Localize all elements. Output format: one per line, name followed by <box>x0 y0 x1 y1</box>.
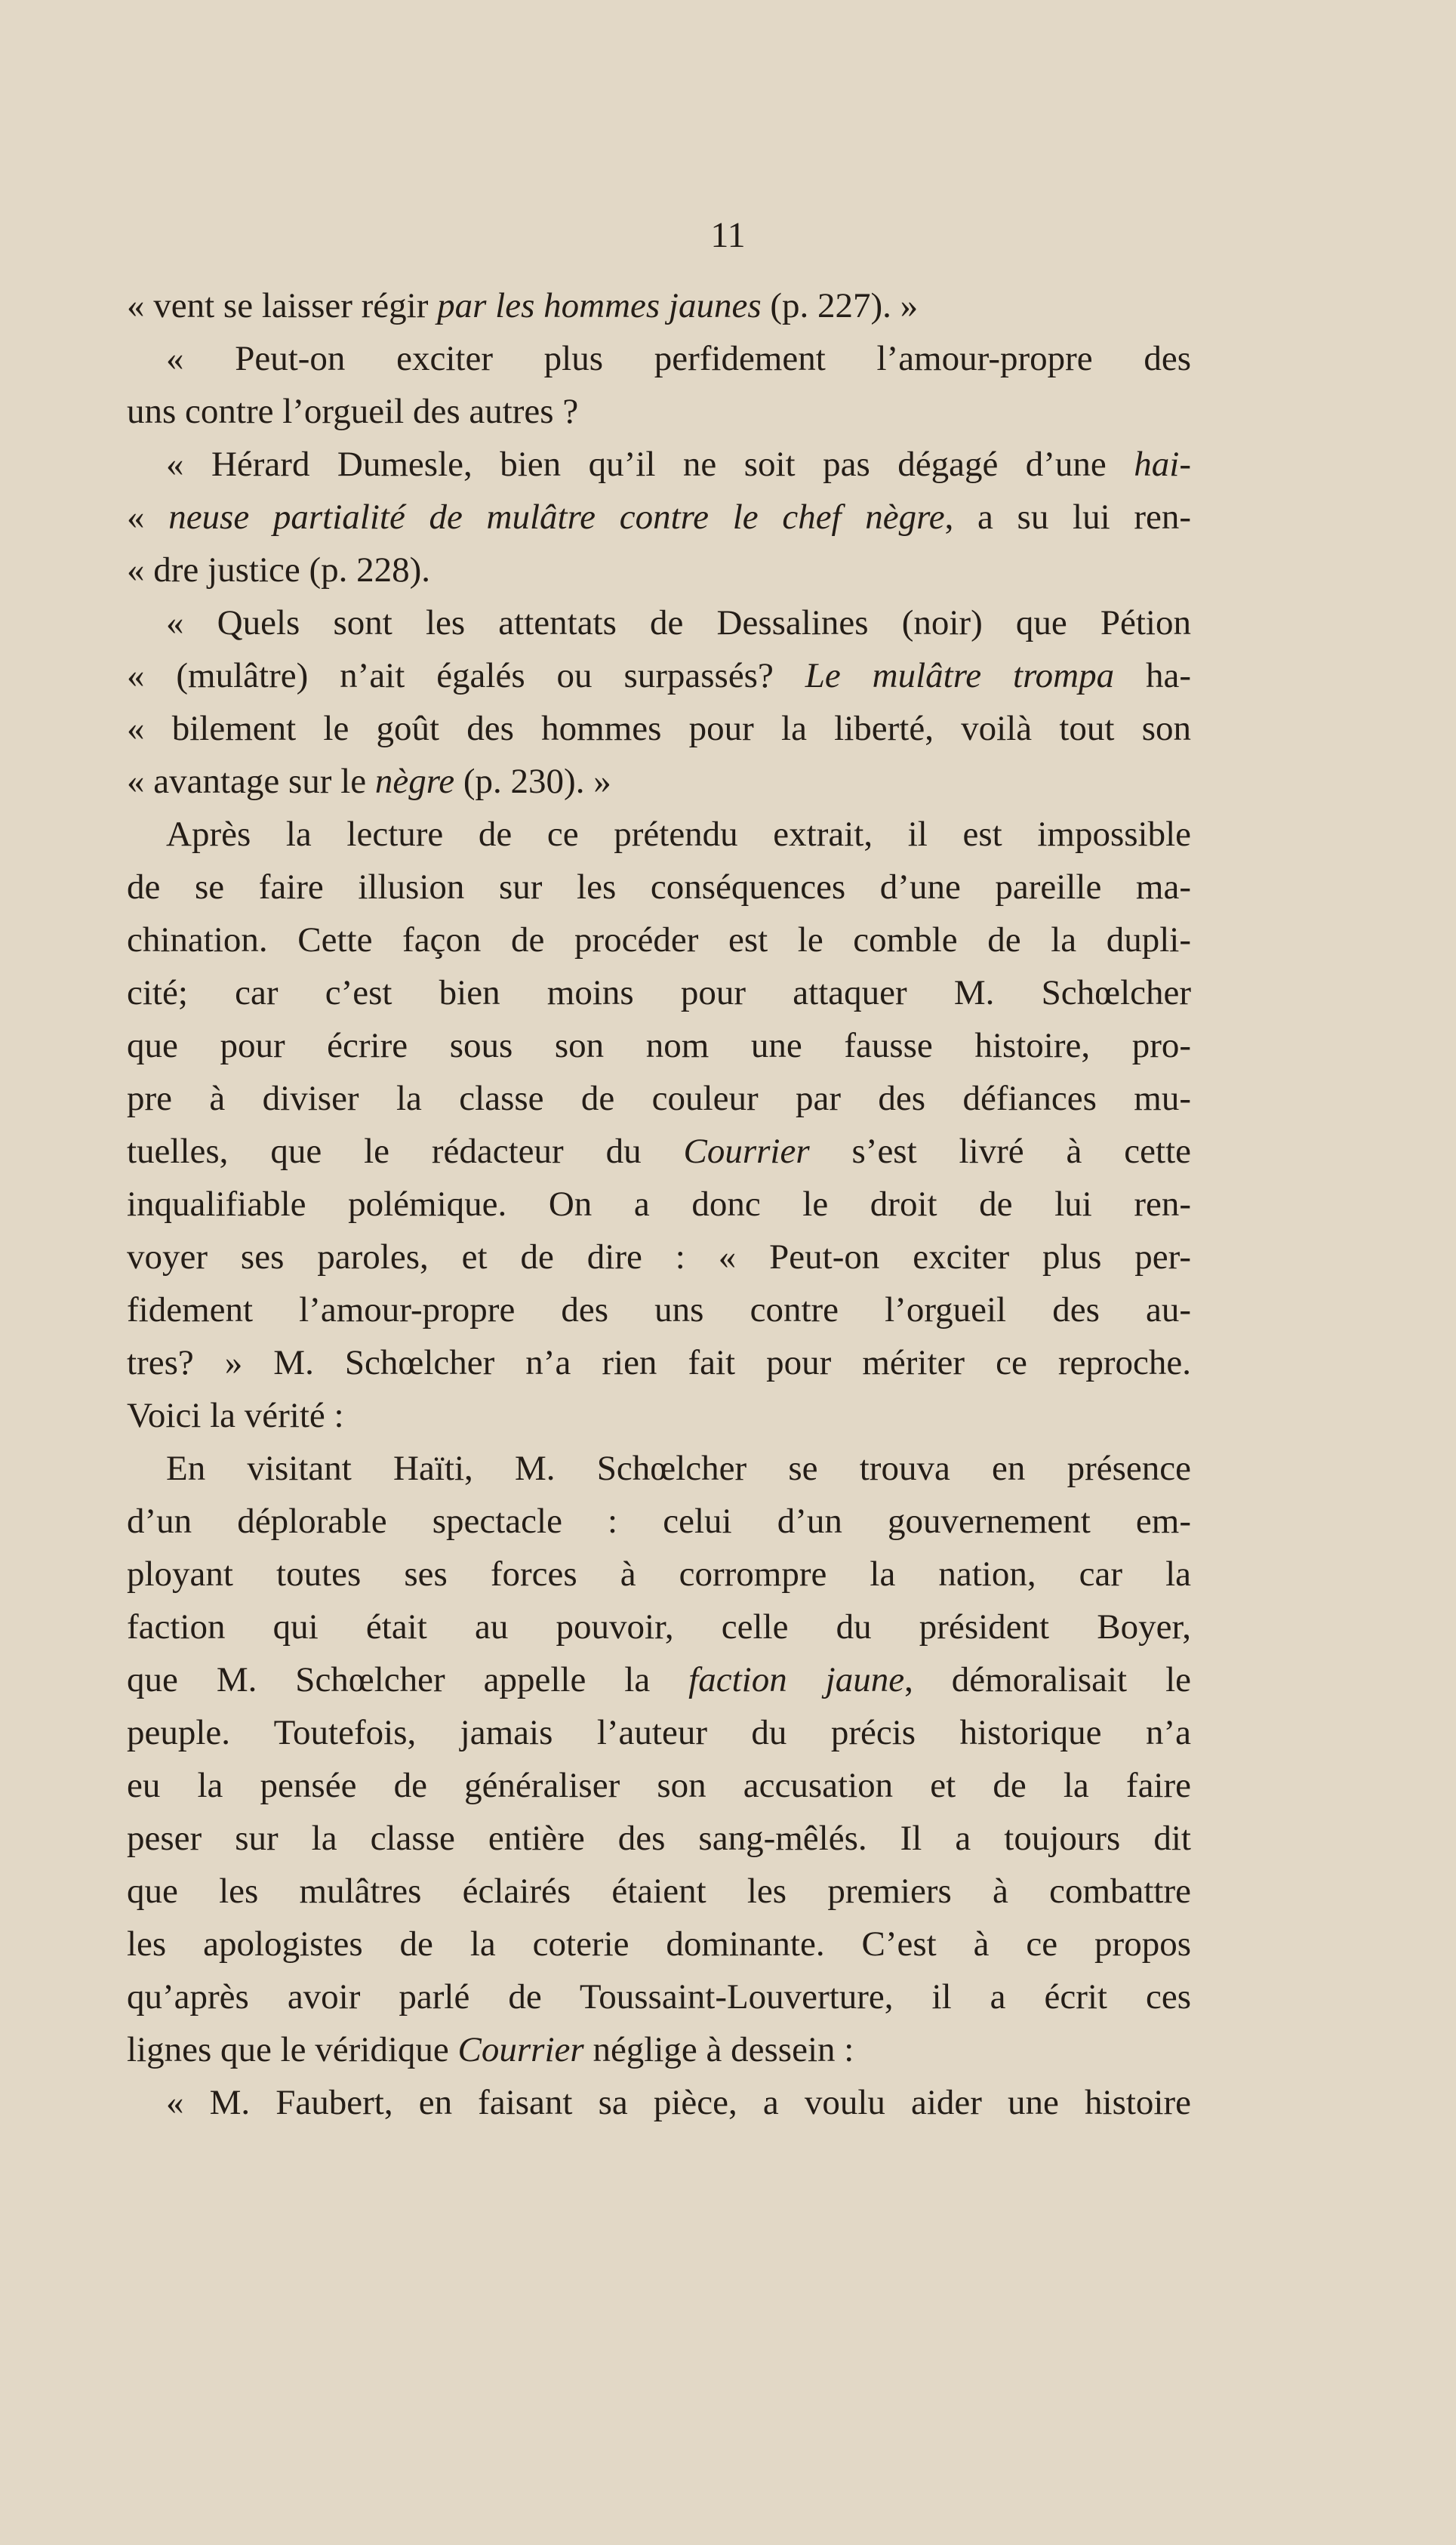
text-line <box>127 1653 1191 1706</box>
italic-text: faction jaune <box>688 1660 905 1699</box>
text-segment: peser sur la classe entière des sang-mêlés. Il a toujours dit <box>127 1819 1191 1858</box>
text-line <box>127 544 1191 596</box>
text-line <box>127 1812 1191 1865</box>
text-segment: « Quels sont les attentats de Dessalines (noir) que Pétion <box>166 603 1191 642</box>
text-line <box>127 966 1191 1019</box>
text-line <box>127 1072 1191 1125</box>
body-text <box>127 279 1191 2129</box>
text-line <box>127 914 1191 966</box>
text-segment: Après la lecture de ce prétendu extrait, il est impossible <box>166 815 1191 854</box>
italic-text: nègre <box>374 762 455 801</box>
italic-text: neuse partialité de mulâtre contre le chef nègre <box>168 498 945 537</box>
text-segment: En visitant Haïti, M. Schœlcher se trouva en présence <box>166 1449 1191 1488</box>
text-line <box>127 861 1191 914</box>
text-segment: fidement l’amour-propre des uns contre l’orgueil des au- <box>127 1290 1191 1330</box>
text-segment: faction qui était au pouvoir, celle du président Boyer, <box>127 1607 1191 1647</box>
text-segment: (p. 227). » <box>761 286 919 325</box>
text-line <box>127 279 1191 332</box>
text-segment: « (mulâtre) n’ait égalés ou surpassés? <box>127 656 805 695</box>
italic-text: hai- <box>1134 445 1191 484</box>
text-segment: tres? » M. Schœlcher n’a rien fait pour mériter ce reproche. <box>127 1343 1191 1382</box>
text-line <box>127 438 1191 491</box>
text-line <box>127 1019 1191 1072</box>
italic-text: Le mulâtre trompa <box>805 656 1115 695</box>
text-line <box>127 1970 1191 2023</box>
text-segment: « M. Faubert, en faisant sa pièce, a voulu aider une histoire <box>166 2083 1191 2122</box>
text-line <box>127 1865 1191 1918</box>
page-number: 11 <box>710 215 746 255</box>
text-line <box>127 1601 1191 1653</box>
text-segment: , démoralisait le <box>904 1660 1191 1699</box>
text-segment: que les mulâtres éclairés étaient les premiers à combattre <box>127 1872 1191 1911</box>
text-line <box>127 808 1191 861</box>
text-line <box>127 1178 1191 1231</box>
text-line <box>127 596 1191 649</box>
italic-text: par les hommes jaunes <box>437 286 762 325</box>
text-line <box>127 385 1191 438</box>
text-line <box>127 1706 1191 1759</box>
text-line <box>127 1125 1191 1178</box>
text-line <box>127 1442 1191 1495</box>
text-segment: de se faire illusion sur les conséquences d’une pareille ma- <box>127 867 1191 907</box>
text-segment: « Peut-on exciter plus perfidement l’amour-propre des <box>166 339 1191 378</box>
text-segment: que M. Schœlcher appelle la <box>127 1660 689 1699</box>
text-segment: tuelles, que le rédacteur du <box>127 1132 684 1171</box>
italic-text: Courrier <box>457 2030 584 2069</box>
text-segment: , a su lui ren- <box>944 498 1191 537</box>
text-segment: d’un déplorable spectacle : celui d’un gouvernement em- <box>127 1502 1191 1541</box>
text-segment: « vent se laisser régir <box>127 286 438 325</box>
text-segment: que pour écrire sous son nom une fausse histoire, pro- <box>127 1026 1191 1065</box>
text-segment: Voici la vérité : <box>127 1396 344 1435</box>
text-segment: lignes que le véridique <box>127 2030 458 2069</box>
italic-text: Courrier <box>683 1132 810 1171</box>
text-segment: « avantage sur le <box>127 762 375 801</box>
text-line <box>127 702 1191 755</box>
text-line <box>127 2076 1191 2129</box>
text-segment: « <box>127 498 169 537</box>
text-segment: uns contre l’orgueil des autres ? <box>127 392 579 431</box>
text-segment: « dre justice (p. 228). <box>127 550 431 590</box>
text-line <box>127 1918 1191 1970</box>
text-line <box>127 491 1191 544</box>
text-segment: « bilement le goût des hommes pour la liberté, voilà tout son <box>127 709 1191 748</box>
text-segment: eu la pensée de généraliser son accusation et de la faire <box>127 1766 1191 1805</box>
text-line <box>127 332 1191 385</box>
text-segment: peuple. Toutefois, jamais l’auteur du précis historique n’a <box>127 1713 1191 1752</box>
text-line <box>127 1759 1191 1812</box>
text-line <box>127 1336 1191 1389</box>
text-line <box>127 1548 1191 1601</box>
text-segment: pre à diviser la classe de couleur par des défiances mu- <box>127 1079 1191 1118</box>
text-line <box>127 1283 1191 1336</box>
text-segment: inqualifiable polémique. On a donc le droit de lui ren- <box>127 1185 1191 1224</box>
text-segment: ployant toutes ses forces à corrompre la nation, car la <box>127 1554 1191 1594</box>
text-segment: les apologistes de la coterie dominante. C’est à ce propos <box>127 1924 1191 1964</box>
text-line <box>127 649 1191 702</box>
text-segment: chination. Cette façon de procéder est le comble de la dupli- <box>127 920 1191 960</box>
text-segment: s’est livré à cette <box>809 1132 1191 1171</box>
text-segment: cité; car c’est bien moins pour attaquer M. Schœlcher <box>127 973 1191 1012</box>
text-segment: ha- <box>1114 656 1191 695</box>
text-segment: néglige à dessein : <box>583 2030 854 2069</box>
text-line <box>127 1231 1191 1283</box>
text-line <box>127 2023 1191 2076</box>
text-segment: qu’après avoir parlé de Toussaint-Louverture, il a écrit ces <box>127 1977 1191 2017</box>
text-line <box>127 1389 1191 1442</box>
text-segment: voyer ses paroles, et de dire : « Peut-on exciter plus per- <box>127 1237 1191 1277</box>
text-segment: « Hérard Dumesle, bien qu’il ne soit pas dégagé d’une <box>166 445 1134 484</box>
text-line <box>127 1495 1191 1548</box>
text-segment: (p. 230). » <box>454 762 611 801</box>
text-line <box>127 755 1191 808</box>
